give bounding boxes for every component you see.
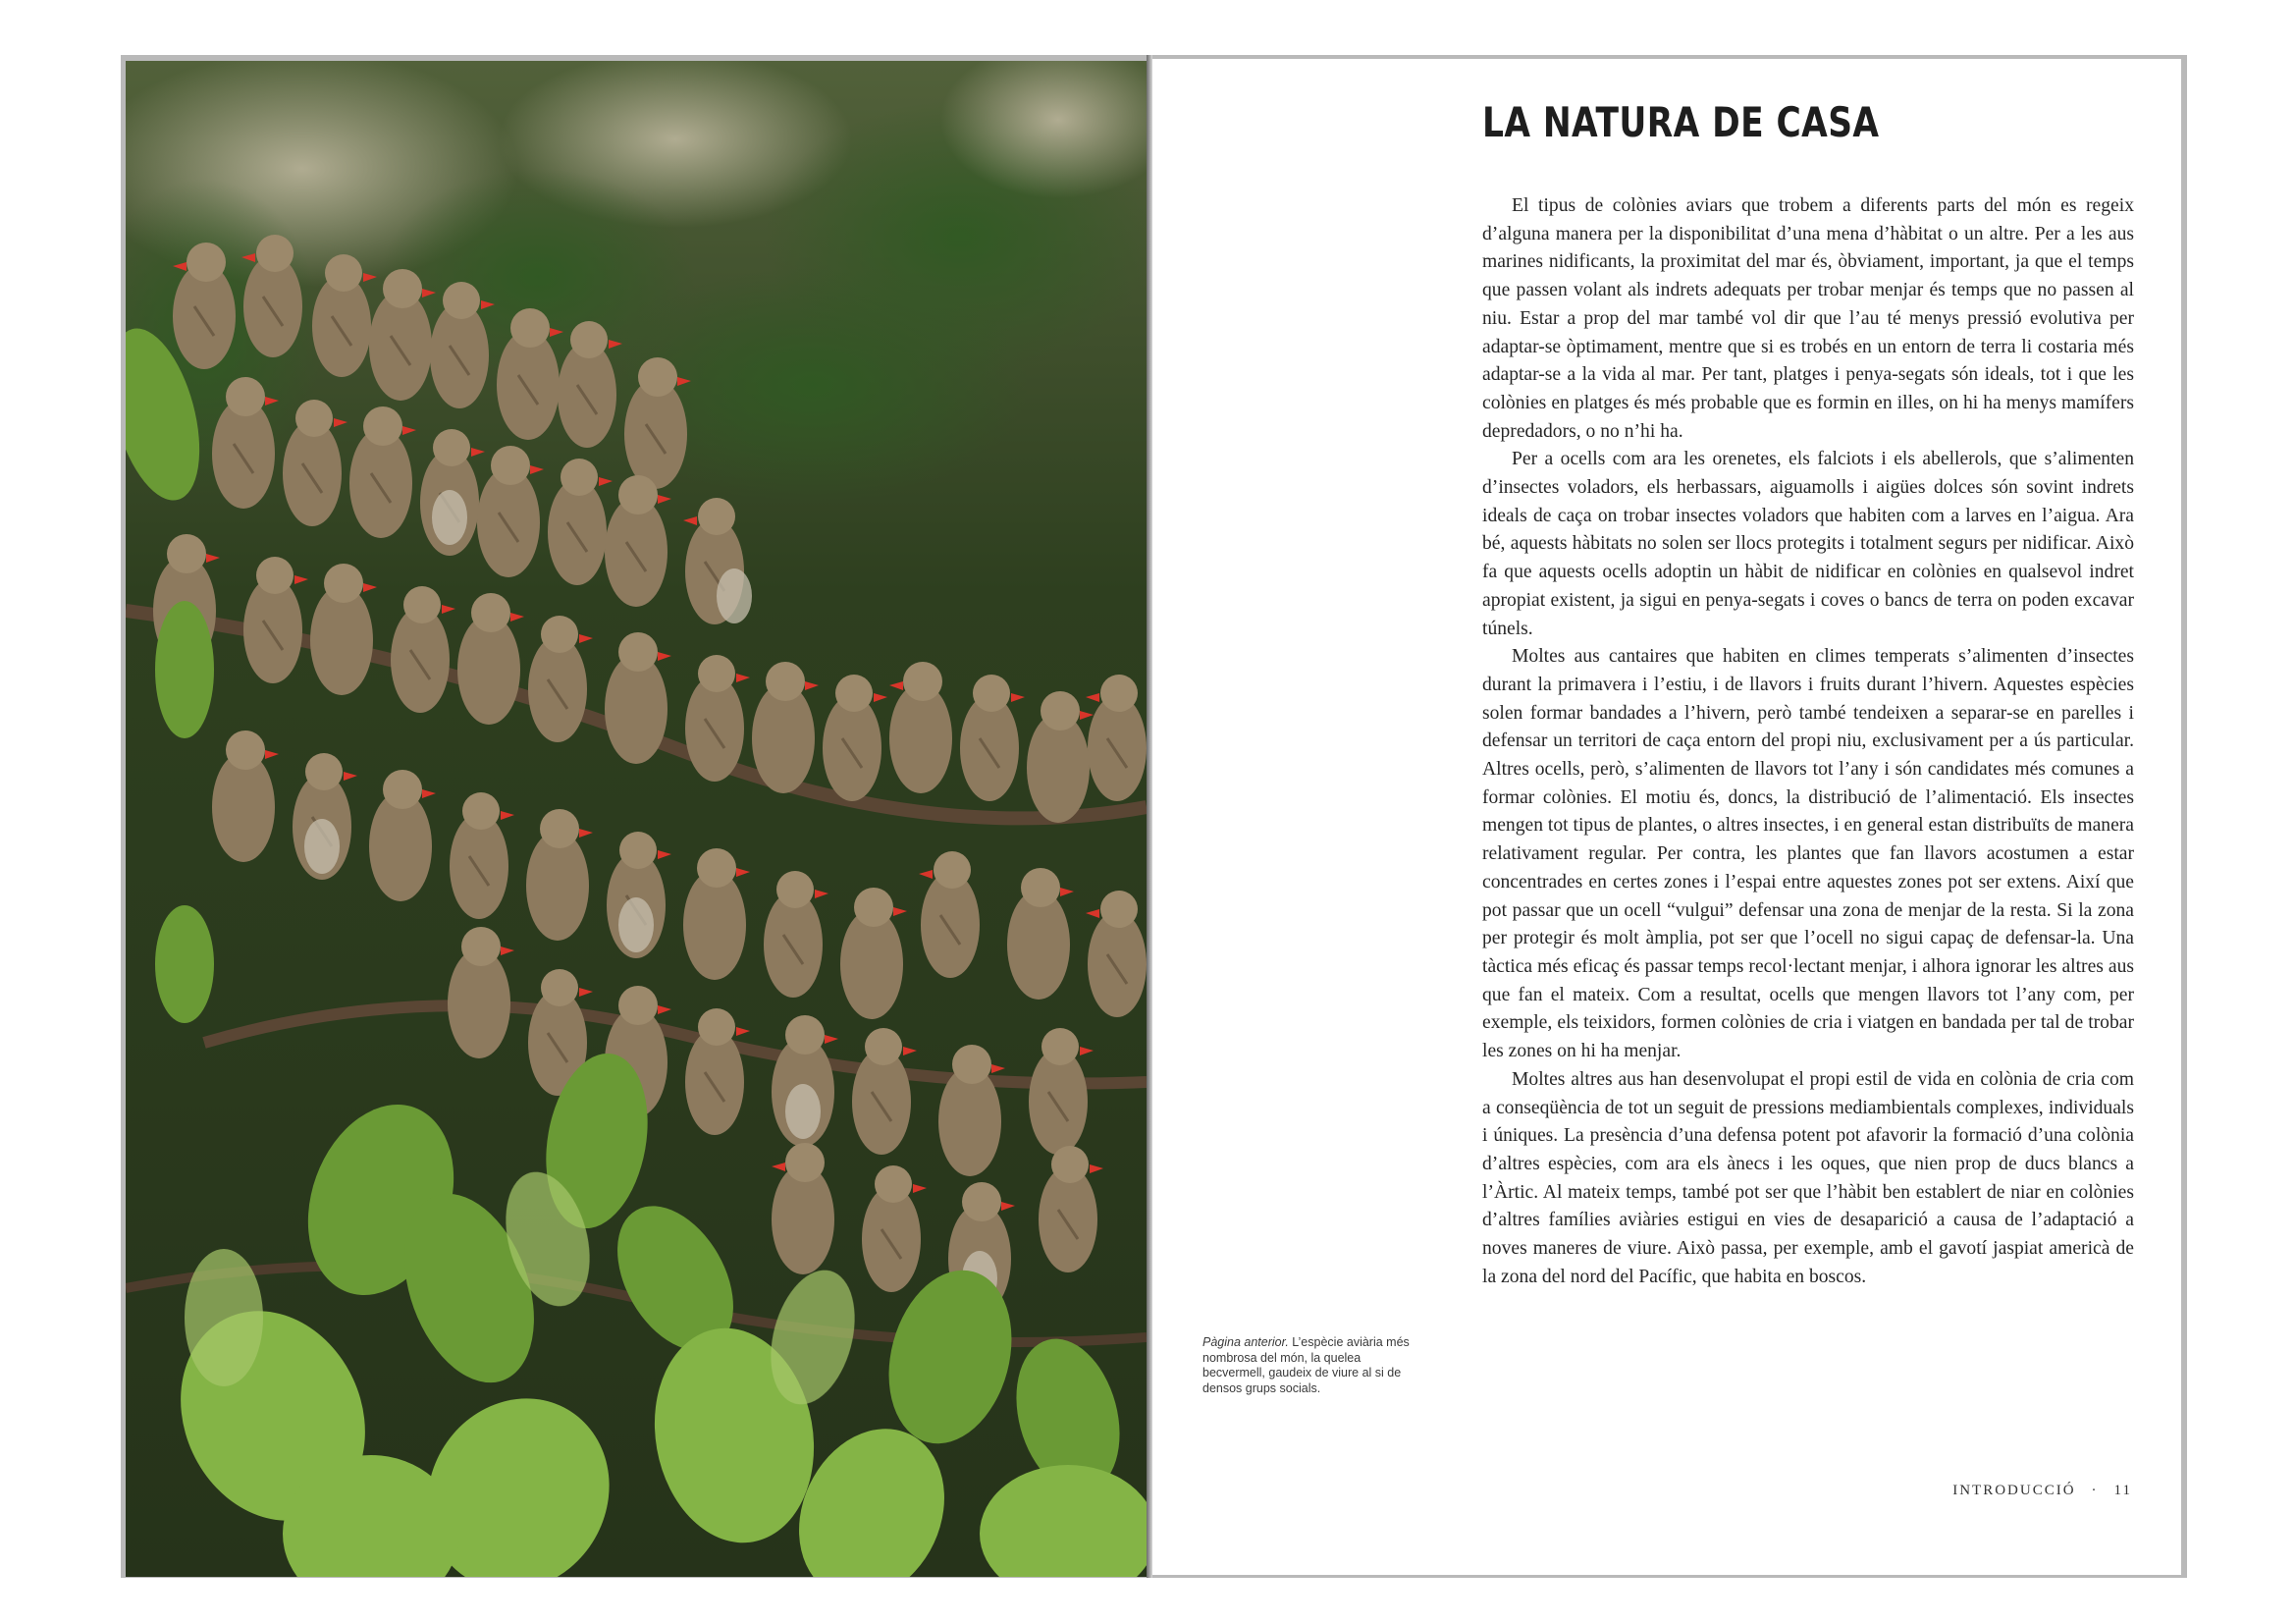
page-number: 11 (2113, 1483, 2132, 1498)
chapter-title: LA NATURA DE CASA (1482, 98, 1880, 146)
left-page-photo (126, 61, 1147, 1577)
body-text (1482, 192, 2134, 1291)
paragraph: Moltes aus cantaires que habiten en climes temperats s’alimenten d’insectes durant la primavera i l’estiu, i de llavors i fruits durant l’hivern. Aquestes espècies solen formar bandades a l’hivern, però també tendeixen a separar-se en parelles i defensar un territori de caça entorn del propi niu, exclusivament per a ús particular. Altres ocells, però, s’alimenten de llavors tot l’any i són candidates més comunes a formar colònies. El motiu és, doncs, la distribució de l’alimentació. Els insectes mengen tot tipus de plantes, o altres insectes, i en general estan distribuïts de manera relativament regular. Per contra, les plantes que fan llavors acostumen a estar concentrades en certes zones i l’espai entre aquestes zones pot ser extens. Així que pot passar que un ocell “vulgui” defensar una zona de menjar de la resta. Si la zona per protegir és molt àmplia, pot ser que l’ocell no sigui capaç de defensar-la. Una tàctica més eficaç és passar temps recol·lectant menjar, i alhora ignorar les altres aus que fan el mateix. Com a resultat, ocells que mengen llavors tot l’any com, per exemple, els teixidors, formen colònies de cria i viatgen en bandada per tal de trobar les zones on hi ha menjar. (1482, 646, 2134, 1062)
page-footer (1952, 1483, 2132, 1499)
paragraph: El tipus de colònies aviars que trobem a diferents parts del món es regeix d’alguna manera per la disponibilitat d’una mena d’hàbitat o un altre. Per a les aus marines nidificants, la proximitat del mar és, òbviament, important, ja que el temps que passen volant als indrets adequats per trobar menjar és temps que no passen al niu. Estar a prop del mar també vol dir que l’au té menys pressió evolutiva per adaptar-se òptimament, mentre que si es trobés en un entorn de terra li costaria més adaptar-se a la vida al mar. Per tant, platges i penya-segats són ideals, tot i que les colònies en platges és més probable que es formin en illes, on hi ha menys mamífers depredadors, o no n’hi ha. (1482, 195, 2134, 442)
caption-label: Pàgina anterior. (1202, 1335, 1289, 1349)
paragraph: Per a ocells com ara les orenetes, els falciots i els abellerols, que s’alimenten d’insectes voladors, els herbassars, aiguamolls i aigües dolces són sovint indrets ideals de caça on trobar insectes voladors que habiten com a larves en l’aigua. Ara bé, aquests hàbitats no solen ser llocs protegits i totalment segurs per nidificar. Això fa que aquests ocells adoptin un hàbit de nidificar en colònies en qualsevol indret apropiat existent, ja sigui en penya-segats i coves o bancs de terra on poden excavar túnels. (1482, 449, 2134, 639)
paragraph: Moltes altres aus han desenvolupat el propi estil de vida en colònia de cria com a conseqüència de tot un seguit de pressions mediambientals complexes, individuals i úniques. La presència d’una defensa potent pot afavorir la formació d’una colònia d’altres espècies, com ara els ànecs i les oques, que nien prop de ducs blancs a l’Àrtic. Al mateix temps, també pot ser que l’hàbit ben establert de niar en colònies d’altres famílies aviàries estigui en vies de desaparició a causa de l’adaptació a noves maneres de viure. Això passa, per exemple, amb el gavotí jaspiat americà de la zona del nord del Pacífic, que habita en boscos. (1482, 1068, 2134, 1287)
footer-separator: · (2091, 1483, 2099, 1498)
bird-flock-photo (126, 61, 1147, 1577)
caption-text: L’espècie aviària més nombrosa del món, la quelea becvermell, gaudeix de viure al si de densos grups socials. (1202, 1335, 1410, 1395)
photo-caption (1202, 1335, 1420, 1396)
running-section-title: INTRODUCCIÓ (1952, 1483, 2076, 1498)
